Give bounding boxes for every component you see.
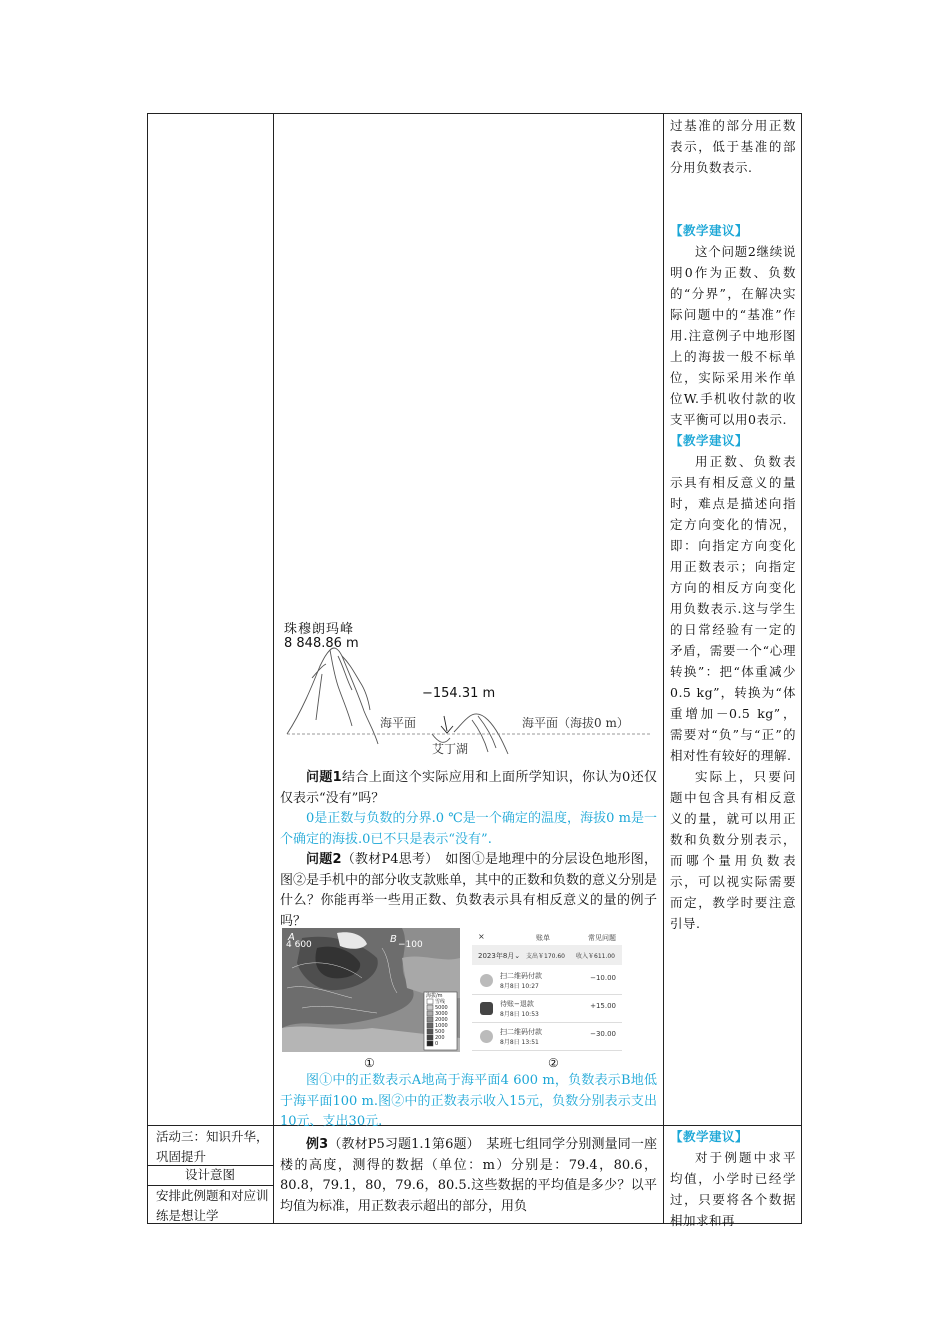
question-2-answer-block [280,1071,657,1133]
note-heading: 【教学建议】 [670,1129,749,1144]
terrain-map [282,928,460,1052]
question-2-text: （教材P4思考） 如图①是地理中的分层设色地形图，图②是手机中的部分收支款账单，其中的正数和负数的意义分别是什么？你能再举一些用正数、负数表示具有相反意义的量的例子吗？ [280,852,658,929]
sea-level-left: 海平面 [380,716,417,730]
bill-row-time: 8月8日 10:53 [500,1011,539,1018]
question-2-label: 问题2 [306,852,342,867]
question-1-answer: 0是正数与负数的分界.0 ℃是一个确定的温度，海拔0 m是一个确定的海拔.0已不只是表示“没有”. [280,811,657,847]
question-1-text: 结合上面这个实际应用和上面所学知识，你认为0还仅仅表示“没有”吗？ [280,770,657,806]
design-intent-label: 设计意图 [184,1167,235,1182]
question-2-answer: 图①中的正数表示A地高于海平面4 600 m，负数表示B地低于海平面100 m.图②中的正数表示收入15元，负数分别表示支出10元、支出30元. [280,1073,657,1129]
bill-row-title: 扫二维码付款 [500,972,542,980]
altitude-figure [282,616,657,766]
note-text: 对于例题中求平均值，小学时已经学过，只要将各个数据相加求和再 [670,1150,796,1228]
bill-income: 收入￥611.00 [576,953,615,960]
bill-row[interactable] [472,996,622,1023]
bill-row[interactable] [472,968,622,995]
note-text: 实际上，只要问题中包含具有相反意义的量，就可以用正数和负数分别表示，而哪个量用负数表示，可以视实际需要而定，教学时要注意引导. [670,769,796,931]
payment-icon [480,1030,493,1043]
bill-row-amount: −30.00 [590,1030,616,1038]
question-1-label: 问题1 [306,770,342,785]
column-divider [273,114,274,1223]
note-text: 过基准的部分用正数表示，低于基准的部分用负数表示. [670,118,796,175]
refund-icon [480,1002,493,1015]
note-text: 这个问题2继续说明0作为正数、负数的“分界”，在解决实际问题中的“基准”作用.注意例子中地形图上的海拔一般不标单位，实际采用米作单位W.手机收付款的收支平衡可以用0表示. [670,244,796,427]
teaching-notes-bottom [670,1126,796,1231]
bill-row-title: 扫二维码付款 [500,1028,542,1036]
map-value-a: 4 600 [286,940,312,950]
map-legend-title: 海拔/m [426,993,443,999]
design-intent-text: 安排此例题和对应训练是想让学 [156,1188,269,1223]
note-text: 用正数、负数表示具有相反意义的量时，难点是描述向指定方向变化的情况，即：向指定方向变化用正数表示；向指定方向的相反方向变化用负数表示.这与学生的日常经验有一定的矛盾，需要一个“心理转换”：把“体重减少0.5 kg”，转换为“体重增加－0.5 kg”，需要对“负”与“正”的相对性有较好的理解. [670,454,796,763]
lake-depth: −154.31 m [422,686,496,701]
map-label-a: A [288,932,295,943]
example-3-text: （教材P5习题1.1第6题） 某班七组同学分别测量同一座楼的高度，测得的数据（单位：m）分别是：79.4，80.6，80.8，79.1，80，79.6，80.5.这些数据的平均值是多少？以平均值为标准，用正数表示超出的部分，用负 [280,1137,658,1214]
column-divider [663,114,664,1223]
faq-link[interactable]: 常见问题 [588,934,616,942]
map-label-b: B [390,934,397,945]
peak-height: 8 848.86 m [284,636,359,651]
bill-screenshot [472,928,622,1054]
bill-month[interactable]: 2023年8月⌄ [478,952,521,960]
bill-row-time: 8月8日 13:51 [500,1039,539,1046]
lake-name: 艾丁湖 [432,742,469,756]
activity-title: 活动三：知识升华，巩固提升 [156,1129,269,1164]
middle-content [280,768,657,932]
map-caption: ① [364,1056,375,1070]
peak-name: 珠穆朗玛峰 [284,622,355,637]
map-legend: 雪线 5000 3000 2000 1000 500 200 0 [435,999,448,1047]
bill-row-amount: −10.00 [590,974,616,982]
bill-row-title: 待账−退款 [500,1000,534,1008]
mountain-illustration [282,616,657,766]
close-icon[interactable]: × [478,932,485,941]
note-heading: 【教学建议】 [670,223,749,238]
bill-row[interactable] [472,1024,622,1051]
bill-row-amount: +15.00 [590,1002,616,1010]
note-heading: 【教学建议】 [670,433,749,448]
sea-level-right: 海平面（海拔0 m） [522,716,629,730]
bill-caption: ② [548,1056,559,1070]
map-value-b: −100 [398,940,423,950]
bill-row-time: 8月8日 10:27 [500,983,539,990]
example-3 [280,1135,657,1217]
payment-icon [480,974,493,987]
teaching-notes-top [670,115,796,934]
bill-title: 账单 [536,934,550,942]
bill-expense: 支出￥170.60 [526,953,565,960]
example-3-label: 例3 [306,1137,329,1152]
